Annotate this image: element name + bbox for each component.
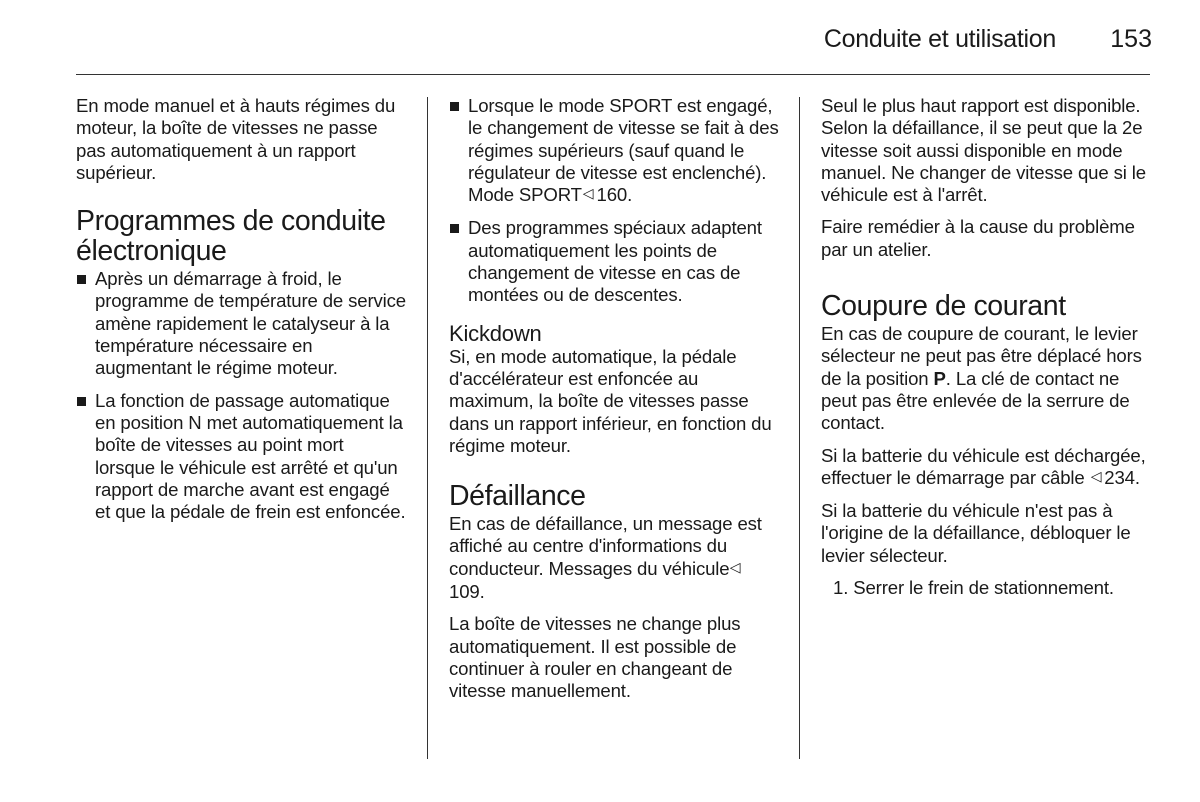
cross-reference-arrow-icon: ▽ — [1089, 471, 1106, 483]
column-divider — [427, 97, 428, 759]
power-text: En cas de coupure de courant, le levier sélecteur ne peut pas être déplacé hors de la position — [821, 323, 1142, 389]
list-item-text: La fonction de passage automatique en position N met automatiquement la boîte de vitesses au point mort lorsque le véhicule est arrêté et qu'un rapport de marche avant est engagé et que la pédale de frein est enfoncée. — [95, 389, 406, 523]
gear-position-label: P — [933, 367, 946, 389]
page-title: Conduite et utilisation — [823, 25, 1056, 53]
step-item: 1. Serrer le frein de stationnement. — [833, 577, 1114, 599]
bullet-list — [449, 95, 779, 307]
list-item — [449, 217, 779, 306]
list-item-text: Après un démarrage à froid, le programme de température de service amène rapidement le catalyseur à la température nécessaire en augmentant le régime moteur. — [95, 268, 406, 379]
column-3 — [821, 95, 1153, 599]
failure-paragraph-2: La boîte de vitesses ne change plus automatiquement. Il est possible de continuer à rouler en changeant de vitesse manuellement. — [449, 613, 741, 702]
square-bullet-icon — [450, 102, 459, 111]
power-text: . La clé de contact ne peut pas être enlevée de la serrure de contact. — [821, 367, 1130, 434]
list-item — [449, 95, 779, 207]
square-bullet-icon — [77, 397, 86, 406]
page-number: 153 — [1110, 25, 1152, 53]
subsection-heading-kickdown: Kickdown — [449, 320, 542, 346]
column-divider — [799, 97, 800, 759]
battery-text: Si la batterie du véhicule est déchargée, effectuer le démarrage par câble — [821, 444, 1146, 488]
list-item — [76, 268, 408, 379]
header-rule — [76, 74, 1150, 75]
list-item-text: Des programmes spéciaux adaptent automatiquement les points de changement de vitesse en cas de montées ou de descentes. — [468, 217, 762, 306]
power-paragraph — [821, 323, 1153, 434]
square-bullet-icon — [77, 275, 86, 284]
page-reference-link[interactable]: 234. — [1104, 466, 1140, 488]
section-heading-defaillance: Défaillance — [449, 480, 586, 513]
section-heading-coupure-de-courant: Coupure de courant — [821, 290, 1066, 323]
list-item — [76, 390, 408, 524]
column-2 — [449, 95, 779, 713]
list-item-text: Lorsque le mode SPORT est engagé, le changement de vitesse se fait à des régimes supérieurs (sauf quand le régulateur de vitesse est enclenché). Mode SPORT — [468, 95, 779, 206]
intro-paragraph: En mode manuel et à hauts régimes du moteur, la boîte de vitesses ne passe pas automatiquement à un rapport supérieur. — [76, 95, 396, 183]
numbered-steps — [821, 577, 1153, 599]
paragraph: Seul le plus haut rapport est disponible. Selon la défaillance, il se peut que la 2e vitesse soit aussi disponible en mode manuel. Ne changer de vitesse que si le véhicule est à l'arrêt. — [821, 95, 1146, 206]
kickdown-paragraph: Si, en mode automatique, la pédale d'accélérateur est enfoncée au maximum, la boîte de vitesses passe dans un rapport inférieur, en fonction du régime moteur. — [449, 345, 772, 456]
failure-text: En cas de défaillance, un message est affiché au centre d'informations du conducteur. Messages du véhicule — [449, 513, 762, 579]
bullet-list — [76, 268, 408, 523]
page-reference-link[interactable]: 160. — [596, 184, 633, 206]
paragraph: Faire remédier à la cause du problème par un atelier. — [821, 216, 1135, 260]
page-header — [76, 24, 1152, 54]
cross-reference-arrow-icon: ▽ — [728, 562, 745, 574]
column-1 — [76, 95, 408, 533]
page-reference-link[interactable]: 109. — [449, 581, 485, 603]
square-bullet-icon — [450, 224, 459, 233]
battery-paragraph-2: Si la batterie du véhicule n'est pas à l'origine de la défaillance, débloquer le levier sélecteur. — [821, 500, 1131, 566]
failure-paragraph — [449, 513, 779, 603]
section-heading-programmes: Programmes de conduite électronique — [76, 205, 386, 268]
cross-reference-arrow-icon: ▽ — [581, 189, 598, 200]
battery-paragraph — [821, 445, 1153, 491]
